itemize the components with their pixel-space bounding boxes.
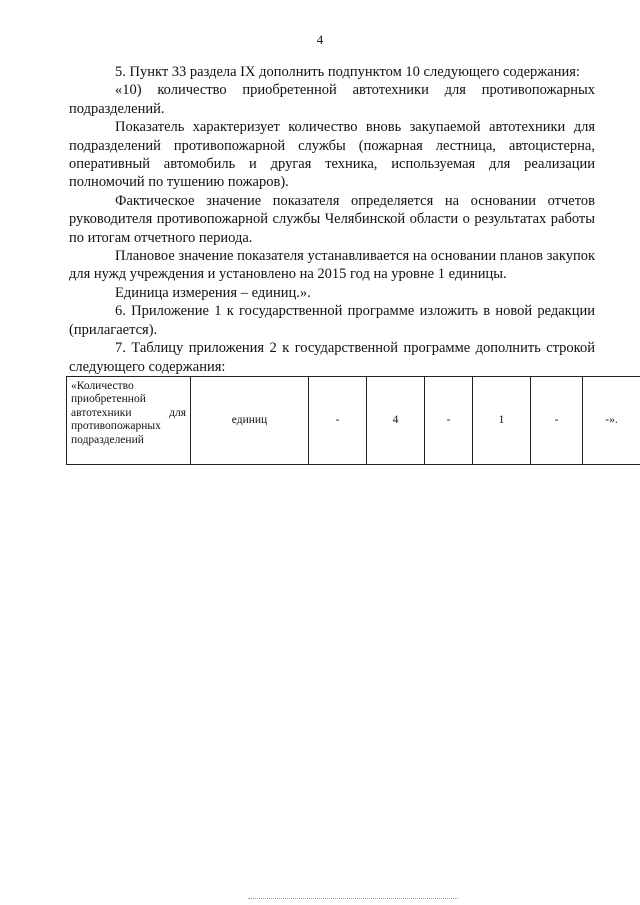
paragraph-indicator-description: Показатель характеризует количество вновь закупаемой автотехники для подразделений противопожарной службы (пожарная лестница, автоцистерна, оперативный автомобиль и другая техника, используемая для реализации полномочий по тушению пожаров). <box>69 119 595 191</box>
table-cell-unit: единиц <box>191 377 309 465</box>
table-cell: - <box>531 377 583 465</box>
scan-footer-marks <box>248 898 458 903</box>
table-cell-indicator: «Количество приобретенной автотехники для противопожарных подразделений <box>67 377 191 465</box>
paragraph-unit: Единица измерения – единиц.». <box>115 284 311 301</box>
page-number: 4 <box>316 32 324 47</box>
table-cell: -». <box>583 377 640 465</box>
table-cell: 4 <box>367 377 425 465</box>
paragraph-item-7: 7. Таблицу приложения 2 к государственной программе дополнить строкой следующего содержания: <box>69 340 595 375</box>
paragraph-subitem-10: «10) количество приобретенной автотехники для противопожарных подразделений. <box>69 82 595 117</box>
paragraph-item-6: 6. Приложение 1 к государственной программе изложить в новой редакции (прилагается). <box>69 303 595 338</box>
document-body <box>69 63 595 376</box>
table-cell: 1 <box>473 377 531 465</box>
table-row <box>67 377 640 465</box>
paragraph-planned-value: Плановое значение показателя устанавливается на основании планов закупок для нужд учреждения и установлено на 2015 год на уровне 1 единицы. <box>69 248 595 283</box>
paragraph-actual-value: Фактическое значение показателя определяется на основании отчетов руководителя противопожарной службы Челябинской области о результатах работы по итогам отчетного периода. <box>69 192 595 246</box>
paragraph-item-5: 5. Пункт 33 раздела IX дополнить подпунктом 10 следующего содержания: <box>115 64 580 80</box>
appendix-table-row <box>66 376 640 465</box>
table-cell: - <box>309 377 367 465</box>
table-cell: - <box>425 377 473 465</box>
